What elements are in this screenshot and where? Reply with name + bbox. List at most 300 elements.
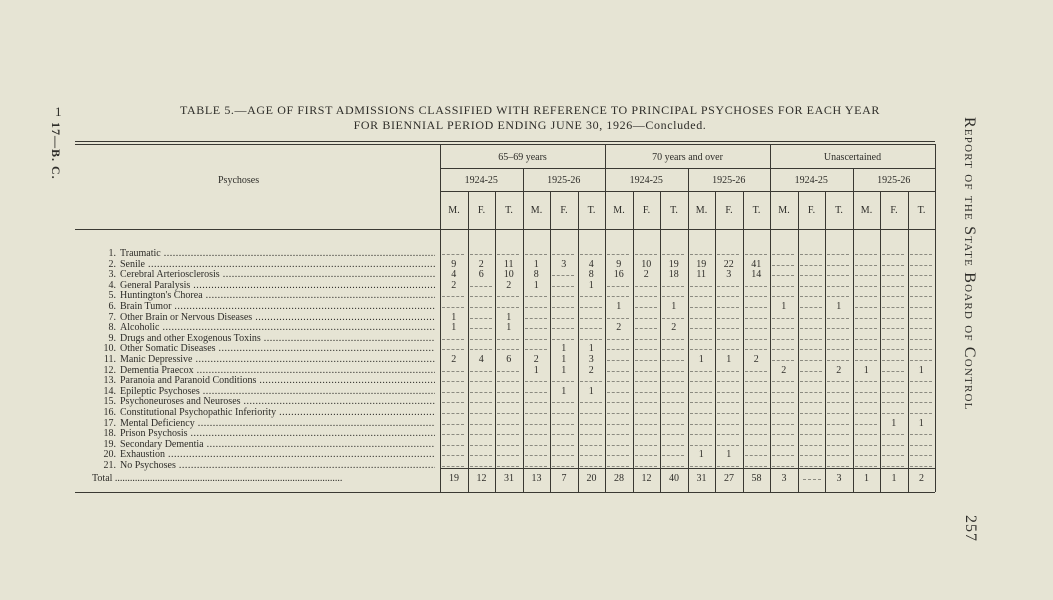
empty-cell [827, 333, 849, 340]
empty-cell [552, 301, 574, 308]
empty-cell [800, 365, 822, 372]
empty-cell [882, 354, 904, 361]
table-cell: 3 [726, 269, 732, 281]
empty-cell [910, 322, 932, 329]
empty-cell [717, 301, 739, 308]
table-cell: 1 [533, 279, 539, 291]
empty-cell [690, 280, 712, 287]
empty-cell [827, 269, 849, 276]
table-cell: 2 [753, 354, 759, 365]
empty-cell [690, 301, 712, 308]
row-name: Constitutional Psychopathic Inferiority ..... [116, 407, 435, 418]
empty-cell [635, 343, 657, 350]
row-name: Paranoia and Paranoid Conditions ..... [116, 375, 435, 386]
row-name: Dementia Praecox ..... [116, 365, 435, 376]
empty-cell [497, 460, 519, 467]
empty-cell [717, 375, 739, 382]
empty-cell [525, 290, 547, 297]
empty-cell [470, 312, 492, 319]
total-cell: 3 [781, 473, 787, 484]
empty-cell [607, 460, 629, 467]
empty-total-cell [803, 479, 821, 480]
empty-cell [662, 375, 684, 382]
row-label [80, 312, 435, 323]
table-cell: 1 [836, 301, 842, 312]
empty-cell [525, 386, 547, 393]
empty-cell [745, 301, 767, 308]
empty-cell [497, 449, 519, 456]
bottom-rule [75, 492, 935, 493]
row-number: 16. [103, 407, 116, 418]
total-cell: 13 [531, 473, 542, 484]
empty-cell [442, 396, 464, 403]
column-rule [688, 168, 689, 492]
empty-cell [717, 365, 739, 372]
empty-cell [580, 428, 602, 435]
empty-cell [800, 386, 822, 393]
empty-cell [910, 407, 932, 414]
empty-cell [772, 407, 794, 414]
empty-cell [580, 290, 602, 297]
empty-cell [552, 290, 574, 297]
empty-cell [690, 396, 712, 403]
total-cell: 12 [641, 473, 652, 484]
total-cell: 2 [919, 473, 924, 484]
empty-cell [470, 396, 492, 403]
empty-cell [800, 280, 822, 287]
page-number: 257 [962, 515, 979, 542]
empty-cell [580, 312, 602, 319]
column-rule [578, 191, 579, 492]
empty-cell [882, 312, 904, 319]
empty-cell [525, 312, 547, 319]
row-label [80, 386, 435, 397]
column-rule [715, 191, 716, 492]
empty-cell [855, 375, 877, 382]
row-number: 13. [103, 375, 116, 387]
empty-cell [745, 248, 767, 255]
empty-cell [827, 449, 849, 456]
empty-cell [470, 333, 492, 340]
empty-cell [827, 312, 849, 319]
empty-cell [470, 343, 492, 350]
year-header: 1924-25 [464, 175, 498, 186]
empty-cell [607, 333, 629, 340]
empty-cell [525, 428, 547, 435]
empty-cell [772, 428, 794, 435]
year-header: 1925-26 [547, 175, 581, 186]
empty-cell [800, 269, 822, 276]
empty-cell [882, 343, 904, 350]
total-cell: 3 [836, 473, 842, 484]
empty-cell [690, 407, 712, 414]
empty-cell [855, 248, 877, 255]
column-rule [440, 144, 441, 492]
empty-cell [580, 375, 602, 382]
empty-cell [827, 439, 849, 446]
empty-cell [470, 407, 492, 414]
margin-note: 17—B. C. [49, 122, 63, 180]
title-line-2: FOR BIENNIAL PERIOD ENDING JUNE 30, 1926—Concluded. [353, 118, 707, 132]
empty-cell [580, 248, 602, 255]
empty-cell [662, 439, 684, 446]
row-label [80, 375, 435, 386]
row-number: 21. [103, 460, 116, 471]
column-rule [605, 144, 606, 492]
empty-cell [855, 259, 877, 266]
column-rule [935, 144, 936, 492]
empty-cell [717, 396, 739, 403]
empty-cell [800, 375, 822, 382]
empty-cell [690, 428, 712, 435]
row-number: 11. [103, 354, 116, 365]
empty-cell [552, 312, 574, 319]
empty-cell [552, 449, 574, 456]
sex-header: T. [505, 205, 513, 216]
empty-cell [470, 460, 492, 467]
column-rule [798, 191, 799, 492]
table-cell: 2 [671, 322, 677, 334]
empty-cell [580, 449, 602, 456]
empty-cell [855, 460, 877, 467]
row-name: Other Somatic Diseases ..... [116, 343, 435, 354]
table-cell: 19 [668, 258, 679, 270]
empty-cell [497, 301, 519, 308]
empty-cell [800, 396, 822, 403]
empty-cell [882, 460, 904, 467]
empty-cell [772, 343, 794, 350]
row-name: Prison Psychosis ..... [116, 428, 435, 439]
table-cell: 3 [561, 258, 567, 270]
empty-cell [800, 301, 822, 308]
row-name: Alcoholic ..... [116, 322, 435, 333]
table-cell: 1 [891, 417, 897, 429]
empty-cell [882, 386, 904, 393]
empty-cell [772, 312, 794, 319]
empty-cell [827, 290, 849, 297]
empty-cell [525, 301, 547, 308]
empty-cell [827, 375, 849, 382]
row-number: 12. [103, 364, 116, 376]
empty-cell [635, 248, 657, 255]
column-rule [633, 191, 634, 492]
sex-header: M. [530, 205, 543, 216]
table-cell: 1 [616, 301, 622, 312]
row-label [80, 460, 435, 471]
row-name: Other Brain or Nervous Diseases ..... [116, 312, 435, 323]
sex-header: T. [670, 205, 678, 216]
empty-cell [470, 365, 492, 372]
empty-cell [607, 449, 629, 456]
table-cell: 1 [561, 364, 567, 376]
row-number: 3. [108, 269, 116, 281]
empty-cell [910, 269, 932, 276]
sex-header: T. [835, 205, 843, 216]
empty-cell [745, 343, 767, 350]
empty-cell [580, 301, 602, 308]
row-label [80, 343, 435, 354]
empty-cell [745, 375, 767, 382]
empty-cell [662, 343, 684, 350]
empty-cell [827, 418, 849, 425]
row-label [80, 280, 435, 291]
empty-cell [607, 312, 629, 319]
empty-cell [910, 259, 932, 266]
empty-cell [800, 439, 822, 446]
empty-cell [800, 259, 822, 266]
empty-cell [690, 439, 712, 446]
empty-cell [442, 407, 464, 414]
empty-cell [635, 407, 657, 414]
empty-cell [635, 396, 657, 403]
row-number: 18. [103, 428, 116, 440]
row-label [80, 365, 435, 376]
empty-cell [745, 407, 767, 414]
empty-cell [910, 343, 932, 350]
empty-cell [910, 301, 932, 308]
sex-header: F. [560, 205, 568, 216]
empty-cell [662, 354, 684, 361]
column-rule [523, 168, 524, 492]
row-label [80, 449, 435, 460]
row-name: Mental Deficiency ..... [116, 418, 435, 429]
table-cell: 41 [751, 258, 762, 270]
empty-cell [497, 365, 519, 372]
empty-cell [442, 460, 464, 467]
sex-header: T. [752, 205, 761, 216]
empty-cell [745, 439, 767, 446]
empty-cell [552, 428, 574, 435]
table-cell: 1 [726, 449, 732, 461]
empty-cell [717, 386, 739, 393]
empty-cell [745, 333, 767, 340]
empty-cell [855, 343, 877, 350]
empty-cell [635, 290, 657, 297]
empty-cell [827, 396, 849, 403]
empty-cell [855, 428, 877, 435]
empty-cell [800, 290, 822, 297]
empty-cell [827, 428, 849, 435]
header-rule [75, 229, 935, 230]
empty-cell [717, 280, 739, 287]
empty-cell [607, 386, 629, 393]
empty-cell [855, 354, 877, 361]
row-name: Traumatic ..... [116, 248, 435, 259]
empty-cell [882, 449, 904, 456]
sex-header: F. [807, 205, 816, 216]
empty-cell [525, 248, 547, 255]
empty-cell [552, 396, 574, 403]
empty-cell [470, 290, 492, 297]
empty-cell [910, 333, 932, 340]
empty-cell [580, 333, 602, 340]
empty-cell [772, 386, 794, 393]
empty-cell [882, 365, 904, 372]
row-number: 17. [103, 417, 116, 429]
empty-cell [910, 290, 932, 297]
row-label [80, 259, 435, 270]
empty-cell [607, 418, 629, 425]
empty-cell [827, 248, 849, 255]
empty-cell [717, 333, 739, 340]
empty-cell [772, 280, 794, 287]
table-cell: 3 [588, 354, 594, 365]
empty-cell [690, 290, 712, 297]
empty-cell [470, 428, 492, 435]
empty-cell [662, 407, 684, 414]
empty-cell [607, 375, 629, 382]
empty-cell [635, 386, 657, 393]
empty-cell [800, 460, 822, 467]
total-cell: 31 [504, 473, 514, 484]
stub-header: Psychoses [218, 175, 260, 186]
row-name: Cerebral Arteriosclerosis ..... [116, 269, 435, 280]
table-cell: 8 [588, 269, 594, 281]
empty-cell [910, 280, 932, 287]
empty-cell [470, 386, 492, 393]
sex-header: M. [613, 205, 625, 216]
empty-cell [855, 439, 877, 446]
table-cell: 1 [698, 449, 704, 461]
empty-cell [745, 290, 767, 297]
empty-cell [745, 460, 767, 467]
empty-cell [525, 460, 547, 467]
empty-cell [745, 322, 767, 329]
empty-cell [910, 439, 932, 446]
empty-cell [772, 333, 794, 340]
empty-cell [662, 428, 684, 435]
empty-cell [442, 449, 464, 456]
empty-cell [717, 460, 739, 467]
empty-cell [442, 428, 464, 435]
total-cell: 31 [696, 473, 707, 484]
empty-cell [910, 460, 932, 467]
row-number: 14. [103, 385, 116, 397]
empty-cell [717, 428, 739, 435]
empty-cell [882, 407, 904, 414]
empty-cell [662, 333, 684, 340]
table-cell: 1 [506, 311, 512, 323]
table-cell: 11 [503, 258, 514, 270]
empty-cell [827, 259, 849, 266]
empty-cell [607, 407, 629, 414]
empty-cell [635, 354, 657, 361]
empty-cell [882, 375, 904, 382]
empty-cell [442, 301, 464, 308]
row-label [80, 248, 435, 259]
row-name: Drugs and other Exogenous Toxins ..... [116, 333, 435, 344]
empty-cell [745, 428, 767, 435]
row-name: Manic Depressive ..... [116, 354, 435, 365]
empty-cell [855, 386, 877, 393]
total-cell: 12 [476, 473, 487, 484]
empty-cell [497, 428, 519, 435]
empty-cell [470, 280, 492, 287]
empty-cell [827, 343, 849, 350]
column-rule [770, 144, 771, 492]
empty-cell [662, 460, 684, 467]
empty-cell [690, 248, 712, 255]
group-header: 65–69 years [498, 152, 547, 163]
empty-cell [800, 312, 822, 319]
empty-cell [882, 322, 904, 329]
empty-cell [827, 354, 849, 361]
row-label [80, 290, 435, 301]
empty-cell [827, 322, 849, 329]
empty-cell [552, 375, 574, 382]
empty-cell [882, 439, 904, 446]
table-cell: 1 [451, 311, 457, 323]
empty-cell [772, 396, 794, 403]
empty-cell [910, 375, 932, 382]
empty-cell [772, 449, 794, 456]
empty-cell [855, 312, 877, 319]
total-cell: 28 [614, 473, 624, 484]
empty-cell [827, 407, 849, 414]
empty-cell [607, 280, 629, 287]
empty-cell [552, 418, 574, 425]
empty-cell [717, 322, 739, 329]
empty-cell [717, 407, 739, 414]
empty-cell [745, 396, 767, 403]
top-rule [75, 141, 935, 142]
empty-cell [497, 396, 519, 403]
empty-cell [717, 290, 739, 297]
empty-cell [855, 418, 877, 425]
sex-header: T. [587, 205, 596, 216]
table-cell: 4 [588, 258, 594, 270]
empty-cell [635, 375, 657, 382]
table-cell: 2 [451, 279, 457, 291]
empty-cell [910, 312, 932, 319]
empty-cell [800, 428, 822, 435]
column-rule [468, 191, 469, 492]
column-rule [853, 168, 854, 492]
total-cell: 40 [669, 473, 679, 484]
empty-cell [635, 449, 657, 456]
table-cell: 1 [918, 417, 924, 429]
row-number: 8. [108, 322, 116, 334]
empty-cell [552, 280, 574, 287]
empty-cell [745, 449, 767, 456]
empty-cell [525, 439, 547, 446]
title-marker: 1 [55, 104, 62, 119]
empty-cell [827, 386, 849, 393]
empty-cell [497, 290, 519, 297]
empty-cell [442, 375, 464, 382]
row-label [80, 439, 435, 450]
table-cell: 4 [451, 269, 457, 281]
empty-cell [910, 386, 932, 393]
column-rule [825, 191, 826, 492]
empty-cell [772, 248, 794, 255]
empty-cell [497, 407, 519, 414]
year-header: 1924-25 [794, 175, 828, 186]
empty-cell [717, 312, 739, 319]
row-number: 9. [108, 332, 116, 344]
empty-cell [635, 333, 657, 340]
empty-cell [580, 322, 602, 329]
table-cell: 2 [781, 364, 787, 376]
empty-cell [745, 386, 767, 393]
row-label [80, 407, 435, 418]
table-cell: 1 [451, 322, 457, 334]
row-number: 10. [103, 343, 116, 355]
empty-cell [607, 439, 629, 446]
table-cell: 1 [533, 364, 539, 376]
table-cell: 1 [918, 364, 924, 376]
empty-cell [580, 439, 602, 446]
